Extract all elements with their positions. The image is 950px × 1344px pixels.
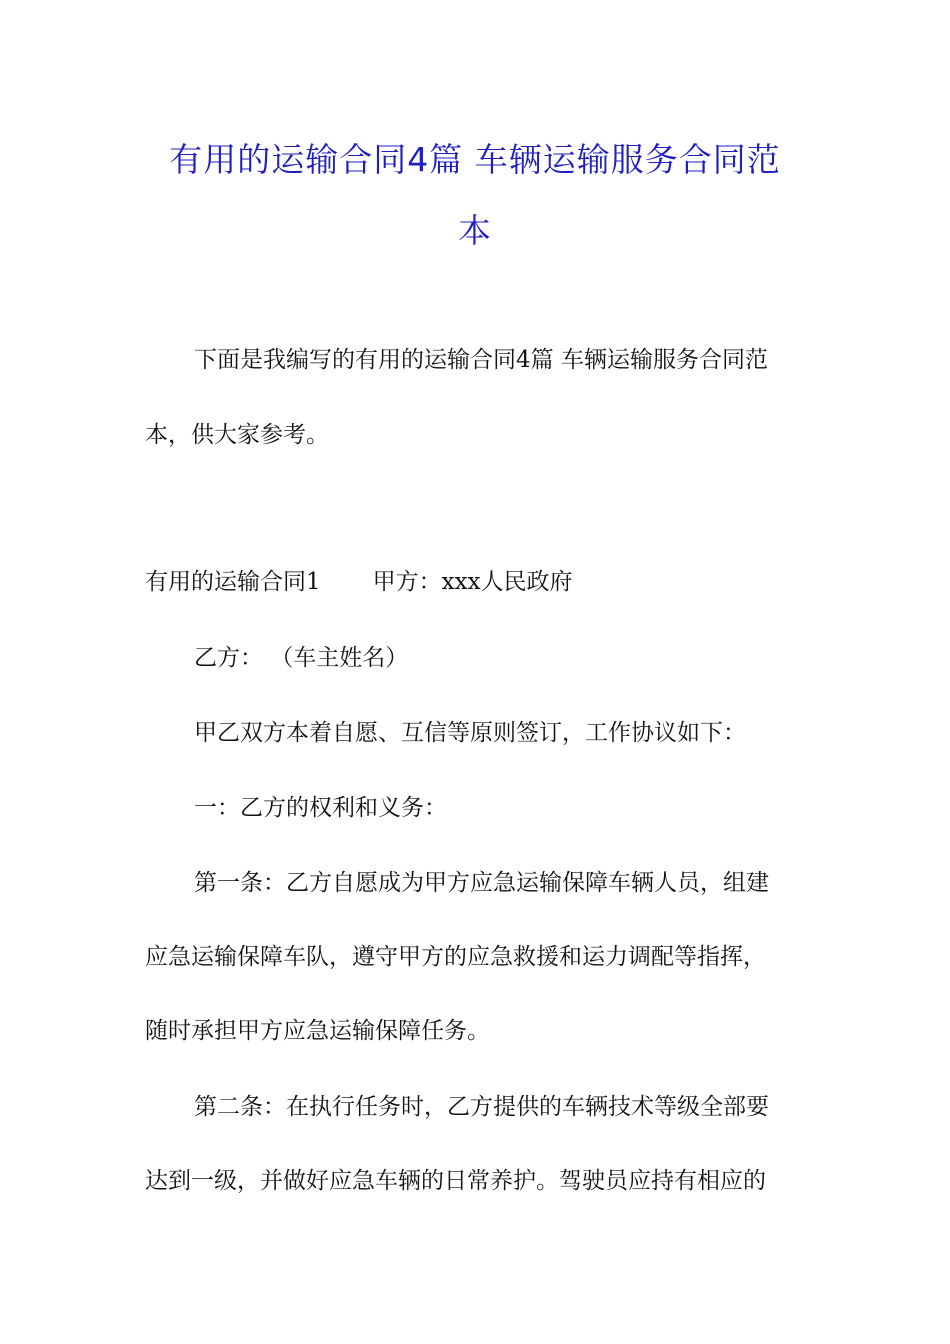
article-1-line-1: 第一条：乙方自愿成为甲方应急运输保障车辆人员，组建 xyxy=(194,870,769,896)
agreement-intro: 甲乙双方本着自愿、互信等原则签订，工作协议如下： xyxy=(194,720,746,746)
article-1-line-2: 应急运输保障车队，遵守甲方的应急救援和运力调配等指挥， xyxy=(145,944,766,970)
article-2-line-2: 达到一级，并做好应急车辆的日常养护。驾驶员应持有相应的 xyxy=(145,1168,766,1194)
section-heading-line xyxy=(145,567,573,597)
intro-paragraph-line-1: 下面是我编写的有用的运输合同4篇 车辆运输服务合同范 xyxy=(194,347,768,373)
document-title-line-1: 有用的运输合同4篇 车辆运输服务合同范 xyxy=(169,140,781,179)
document-title-line-2: 本 xyxy=(458,211,492,250)
intro-paragraph-line-2: 本，供大家参考。 xyxy=(145,422,329,448)
article-1-line-3: 随时承担甲方应急运输保障任务。 xyxy=(145,1018,490,1044)
article-2-line-1: 第二条：在执行任务时，乙方提供的车辆技术等级全部要 xyxy=(194,1094,769,1120)
party-b-line: 乙方： （车主姓名） xyxy=(194,645,409,671)
part-1-heading: 一：乙方的权利和义务： xyxy=(194,795,447,821)
party-a-line: 甲方：xxx人民政府 xyxy=(372,569,573,595)
section-1-heading: 有用的运输合同1 xyxy=(145,569,321,595)
